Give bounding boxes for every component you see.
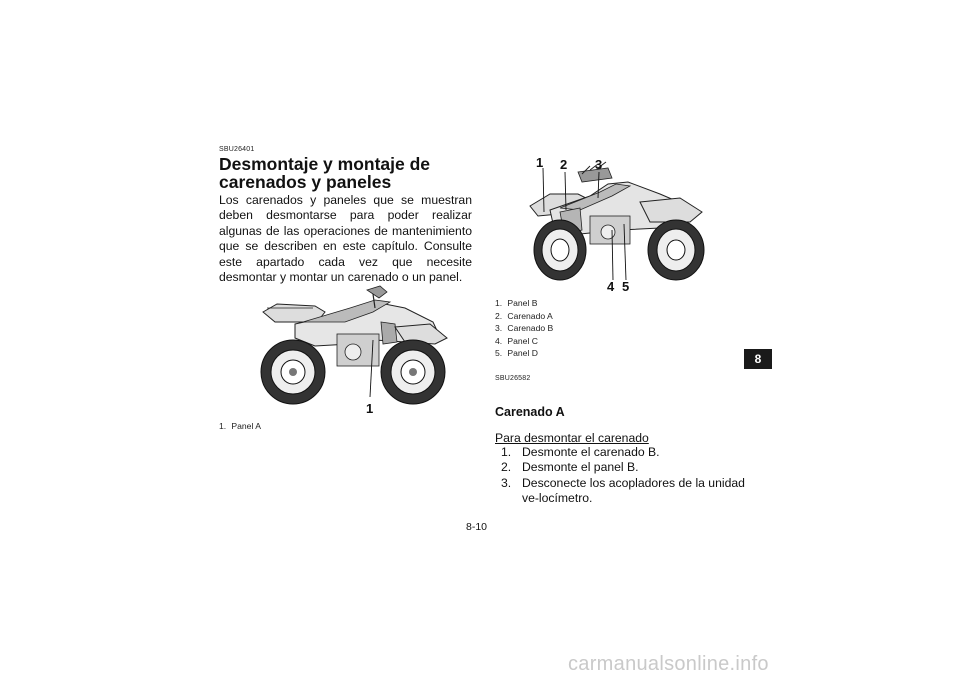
step-item: 1. Desmonte el carenado B. (501, 445, 660, 459)
atv-side-view-illustration (255, 282, 455, 417)
caption-item: 1. Panel B (495, 298, 538, 308)
step-item: 3. Desconecte los acopladores de la unidad ve-locímetro. (501, 475, 745, 506)
procedure-subheading: Para desmontar el carenado (495, 431, 649, 445)
caption-list (219, 420, 261, 433)
section-code: SBU26401 (219, 146, 255, 153)
callout-4: 4 (607, 279, 615, 294)
procedure-steps (495, 445, 755, 507)
callout-2: 2 (560, 157, 568, 172)
caption-item: 1. Panel A (219, 421, 262, 431)
caption-item: 4. Panel C (495, 335, 538, 346)
chapter-tab: 8 (744, 349, 772, 369)
atv-three-quarter-view-illustration (520, 150, 710, 295)
step-item: 2. Desmonte el panel B. (501, 460, 639, 475)
caption-list (495, 297, 553, 360)
callout-1: 1 (536, 155, 544, 170)
section-title: Desmontaje y montaje de carenados y paneles (219, 154, 431, 192)
intro-paragraph: Los carenados y paneles que se muestran deben desmontarse para poder realizar algunas de las operaciones de mantenimiento que se describen en este capítulo. Consulte este apartado cada vez que necesite desmontar y montar un carenado o un panel. (219, 193, 472, 285)
callout-5: 5 (622, 279, 630, 294)
watermark: carmanualsonline.info (568, 653, 769, 675)
callout-1: 1 (366, 401, 374, 416)
subsection-heading: Carenado A (495, 405, 565, 419)
caption-item: 2. Carenado A (495, 310, 553, 321)
callout-3: 3 (595, 157, 603, 172)
page-number: 8-10 (466, 521, 488, 533)
section-code: SBU26582 (495, 375, 531, 382)
caption-item: 3. Carenado B (495, 323, 554, 334)
caption-item: 5. Panel D (495, 348, 538, 359)
